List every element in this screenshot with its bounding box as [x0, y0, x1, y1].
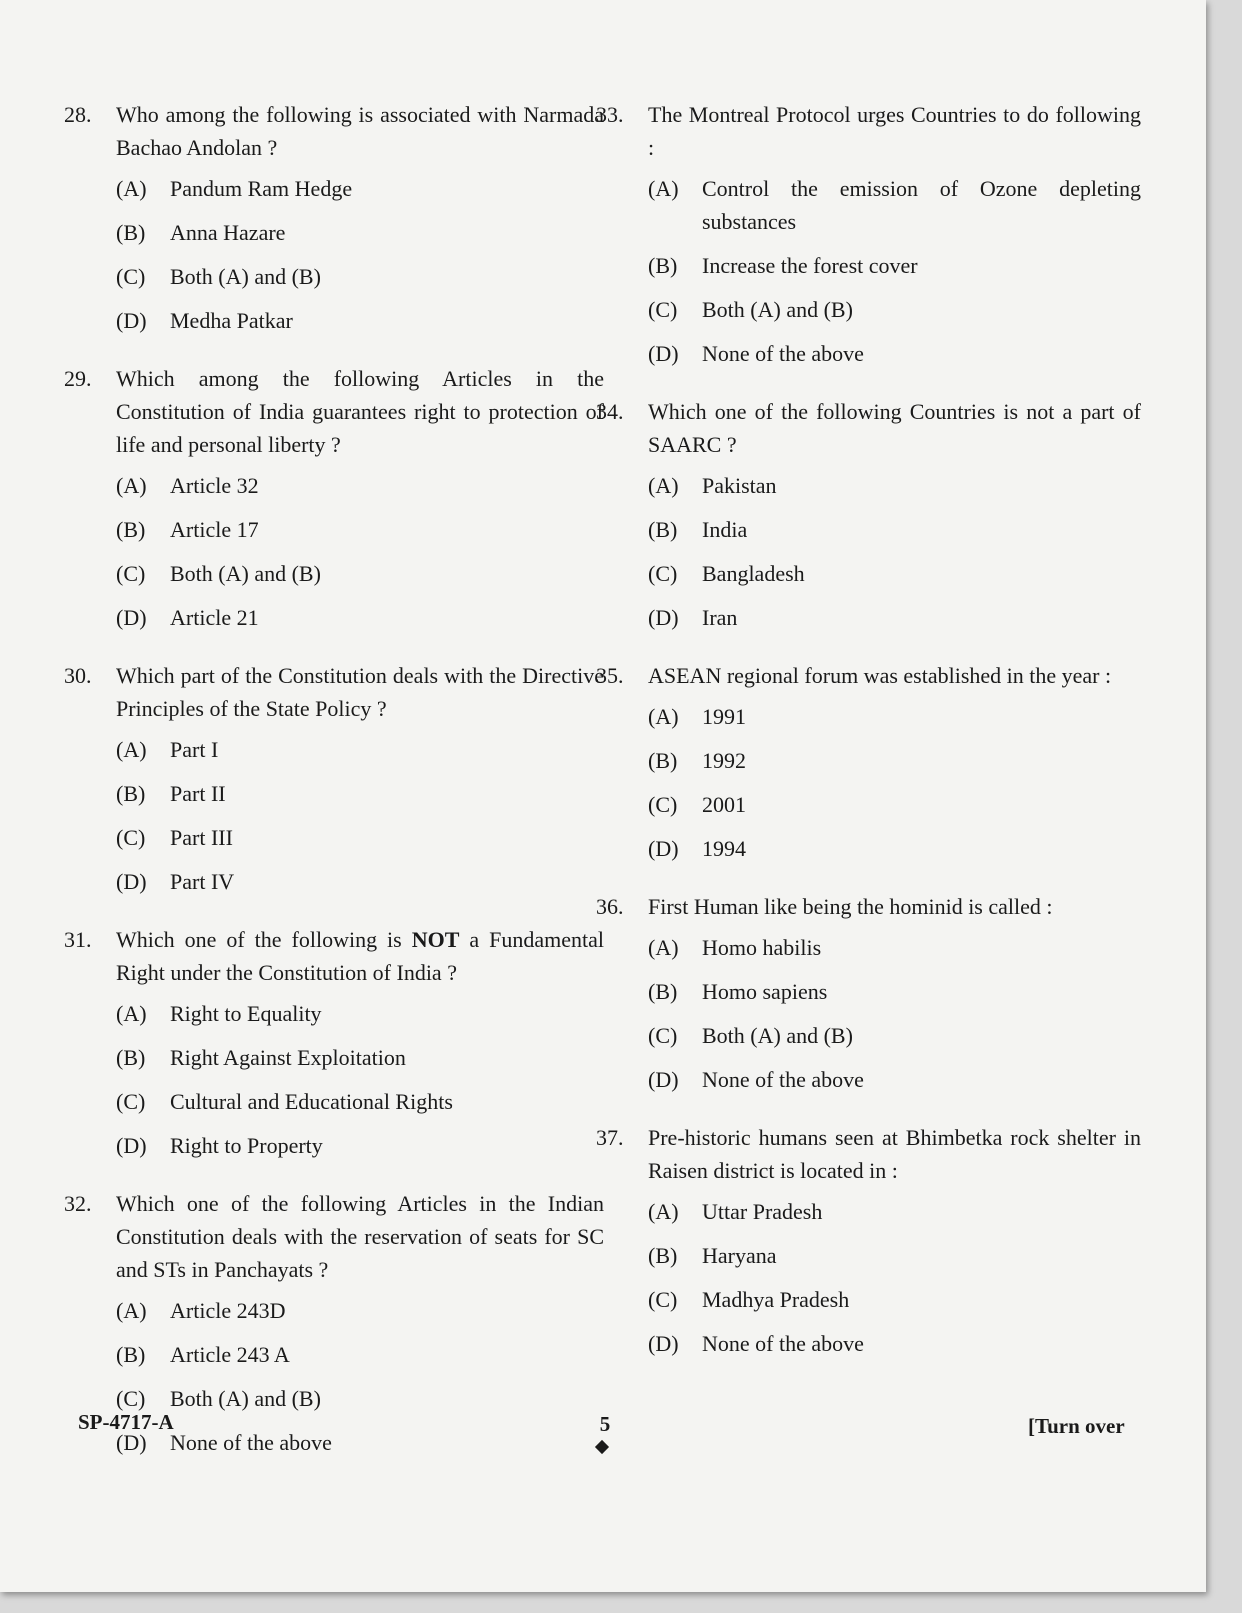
option-label: (A)	[648, 176, 679, 201]
option-label: (A)	[116, 1298, 147, 1323]
question-number: 35.	[596, 663, 624, 688]
question-text: Pre-historic humans seen at Bhimbetka rock shelter in Raisen district is located in :	[648, 1125, 1141, 1183]
option-label: (D)	[116, 1133, 147, 1158]
option-text: Both (A) and (B)	[702, 1023, 853, 1048]
option-label: (C)	[648, 1023, 678, 1048]
option-label: (C)	[648, 561, 678, 586]
option-label: (B)	[116, 517, 146, 542]
option-c	[648, 1283, 1141, 1327]
page-number: 5	[599, 1412, 611, 1436]
option-text: Article 243D	[170, 1298, 286, 1323]
option-text: Bangladesh	[702, 561, 805, 586]
question-text: Which one of the following Countries is not a part of SAARC ?	[648, 399, 1141, 457]
option-text: None of the above	[702, 1067, 864, 1092]
option-label: (D)	[116, 869, 147, 894]
option-text: Anna Hazare	[170, 220, 286, 245]
option-label: (D)	[116, 605, 147, 630]
option-text: Increase the forest cover	[702, 253, 918, 278]
option-text: India	[702, 517, 748, 542]
paper-code: SP-4717-A	[78, 1410, 174, 1434]
option-text: Control the emission of Ozone depleting substances	[702, 176, 1141, 234]
option-d	[648, 832, 1141, 876]
option-label: (A)	[116, 1001, 147, 1026]
option-text: Madhya Pradesh	[702, 1287, 850, 1312]
option-label: (B)	[116, 1045, 146, 1070]
left-column	[64, 98, 604, 1484]
option-label: (D)	[648, 341, 679, 366]
option-label: (C)	[116, 825, 146, 850]
question-text: First Human like being the hominid is called :	[648, 894, 1053, 919]
option-label: (B)	[648, 979, 678, 1004]
option-c	[648, 1019, 1141, 1063]
option-label: (C)	[648, 1287, 678, 1312]
option-c	[648, 557, 1141, 601]
option-b	[116, 216, 604, 260]
option-a	[116, 469, 604, 513]
option-text: Article 32	[170, 473, 259, 498]
question-text: ASEAN regional forum was established in the year :	[648, 663, 1112, 688]
question-29	[64, 362, 604, 645]
option-c	[648, 293, 1141, 337]
option-a	[648, 931, 1141, 975]
option-label: (A)	[648, 1199, 679, 1224]
question-37	[596, 1121, 1141, 1371]
question-number: 31.	[64, 927, 92, 952]
option-d	[116, 1129, 604, 1173]
question-34	[596, 395, 1141, 645]
option-label: (B)	[116, 1342, 146, 1367]
option-c	[116, 1382, 604, 1426]
option-b	[648, 975, 1141, 1019]
options-list	[648, 1195, 1141, 1371]
option-label: (B)	[116, 781, 146, 806]
option-b	[116, 777, 604, 821]
option-a	[116, 1294, 604, 1338]
option-text: 2001	[702, 792, 746, 817]
option-text: Medha Patkar	[170, 308, 293, 333]
option-text: None of the above	[702, 341, 864, 366]
question-text: Which one of the following Articles in the Indian Constitution deals with the reservation of seats for SC and STs in Panchayats ?	[116, 1191, 604, 1282]
option-label: (B)	[648, 517, 678, 542]
question-text: Which among the following Articles in the Constitution of India guarantees right to protection of life and personal liberty ?	[116, 366, 604, 457]
question-text-after: a Fundamental Right under the Constitution of India ?	[116, 927, 604, 985]
option-label: (B)	[116, 220, 146, 245]
option-a	[116, 172, 604, 216]
option-d	[116, 601, 604, 645]
option-text: Right to Equality	[170, 1001, 322, 1026]
question-number: 36.	[596, 894, 624, 919]
option-text: Both (A) and (B)	[170, 1386, 321, 1411]
option-text: Both (A) and (B)	[170, 264, 321, 289]
option-b	[648, 513, 1141, 557]
option-b	[648, 1239, 1141, 1283]
option-text: Part II	[170, 781, 226, 806]
option-a	[116, 733, 604, 777]
option-label: (C)	[116, 264, 146, 289]
option-text: Uttar Pradesh	[702, 1199, 823, 1224]
question-number: 37.	[596, 1125, 624, 1150]
option-a	[648, 1195, 1141, 1239]
option-label: (B)	[648, 253, 678, 278]
question-text: Which part of the Constitution deals with the Directive Principles of the State Policy ?	[116, 663, 604, 721]
option-text: Cultural and Educational Rights	[170, 1089, 453, 1114]
option-text: Homo sapiens	[702, 979, 828, 1004]
option-text: Part IV	[170, 869, 235, 894]
option-label: (C)	[116, 561, 146, 586]
option-a	[116, 997, 604, 1041]
option-d	[648, 1063, 1141, 1107]
option-label: (A)	[648, 704, 679, 729]
question-text-emphasis: NOT	[411, 927, 460, 952]
question-number: 29.	[64, 366, 92, 391]
option-text: Article 21	[170, 605, 259, 630]
option-label: (D)	[648, 1067, 679, 1092]
option-text: 1992	[702, 748, 746, 773]
option-text: Iran	[702, 605, 738, 630]
option-label: (D)	[648, 605, 679, 630]
option-d	[648, 601, 1141, 645]
option-label: (A)	[116, 176, 147, 201]
option-d	[116, 304, 604, 348]
option-d	[648, 337, 1141, 381]
question-28	[64, 98, 604, 348]
question-text-before: Which one of the following is	[116, 927, 412, 952]
option-text: Pakistan	[702, 473, 777, 498]
option-c	[116, 1085, 604, 1129]
option-text: Pandum Ram Hedge	[170, 176, 353, 201]
option-b	[648, 249, 1141, 293]
option-a	[648, 172, 1141, 238]
option-label: (C)	[648, 792, 678, 817]
question-33	[596, 98, 1141, 381]
option-text: 1994	[702, 836, 746, 861]
question-35	[596, 659, 1141, 876]
option-d	[116, 1426, 604, 1470]
question-number: 30.	[64, 663, 92, 688]
option-label: (A)	[116, 473, 147, 498]
option-text: Article 17	[170, 517, 259, 542]
option-c	[116, 557, 604, 601]
option-label: (B)	[648, 1243, 678, 1268]
option-b	[648, 744, 1141, 788]
option-text: Article 243 A	[170, 1342, 290, 1367]
option-label: (D)	[648, 836, 679, 861]
option-label: (A)	[116, 737, 147, 762]
option-text: None of the above	[702, 1331, 864, 1356]
question-text: The Montreal Protocol urges Countries to do following :	[648, 102, 1141, 160]
option-label: (C)	[648, 297, 678, 322]
option-label: (D)	[116, 1430, 147, 1455]
options-list	[116, 733, 604, 909]
option-text: None of the above	[170, 1430, 332, 1455]
option-c	[116, 821, 604, 865]
option-d	[648, 1327, 1141, 1371]
option-label: (A)	[648, 473, 679, 498]
option-b	[116, 1338, 604, 1382]
option-a	[648, 700, 1141, 744]
option-c	[116, 260, 604, 304]
question-number: 32.	[64, 1191, 92, 1216]
options-list	[648, 469, 1141, 645]
turn-over-note: [Turn over	[1028, 1414, 1125, 1438]
option-a	[648, 469, 1141, 513]
option-label: (D)	[648, 1331, 679, 1356]
options-list	[648, 700, 1141, 876]
question-number: 33.	[596, 102, 624, 127]
right-column	[596, 98, 1141, 1385]
question-number: 28.	[64, 102, 92, 127]
options-list	[648, 931, 1141, 1107]
option-text: Right to Property	[170, 1133, 323, 1158]
option-b	[116, 513, 604, 557]
option-d	[116, 865, 604, 909]
options-list	[116, 172, 604, 348]
option-label: (C)	[116, 1089, 146, 1114]
option-text: Both (A) and (B)	[170, 561, 321, 586]
question-number: 34.	[596, 399, 624, 424]
question-text	[116, 923, 604, 989]
option-text: Both (A) and (B)	[702, 297, 853, 322]
option-text: Right Against Exploitation	[170, 1045, 406, 1070]
option-label: (B)	[648, 748, 678, 773]
option-text: Homo habilis	[702, 935, 822, 960]
options-list	[648, 172, 1141, 381]
options-list	[116, 1294, 604, 1470]
options-list	[116, 469, 604, 645]
option-b	[116, 1041, 604, 1085]
question-30	[64, 659, 604, 909]
option-text: Haryana	[702, 1243, 777, 1268]
question-36	[596, 890, 1141, 1107]
option-text: Part III	[170, 825, 233, 850]
option-label: (C)	[116, 1386, 146, 1411]
question-31	[64, 923, 604, 1173]
option-text: Part I	[170, 737, 219, 762]
options-list	[116, 997, 604, 1173]
option-label: (D)	[116, 308, 147, 333]
question-text: Who among the following is associated with Narmada Bachao Andolan ?	[116, 102, 604, 160]
option-text: 1991	[702, 704, 746, 729]
option-c	[648, 788, 1141, 832]
option-label: (A)	[648, 935, 679, 960]
